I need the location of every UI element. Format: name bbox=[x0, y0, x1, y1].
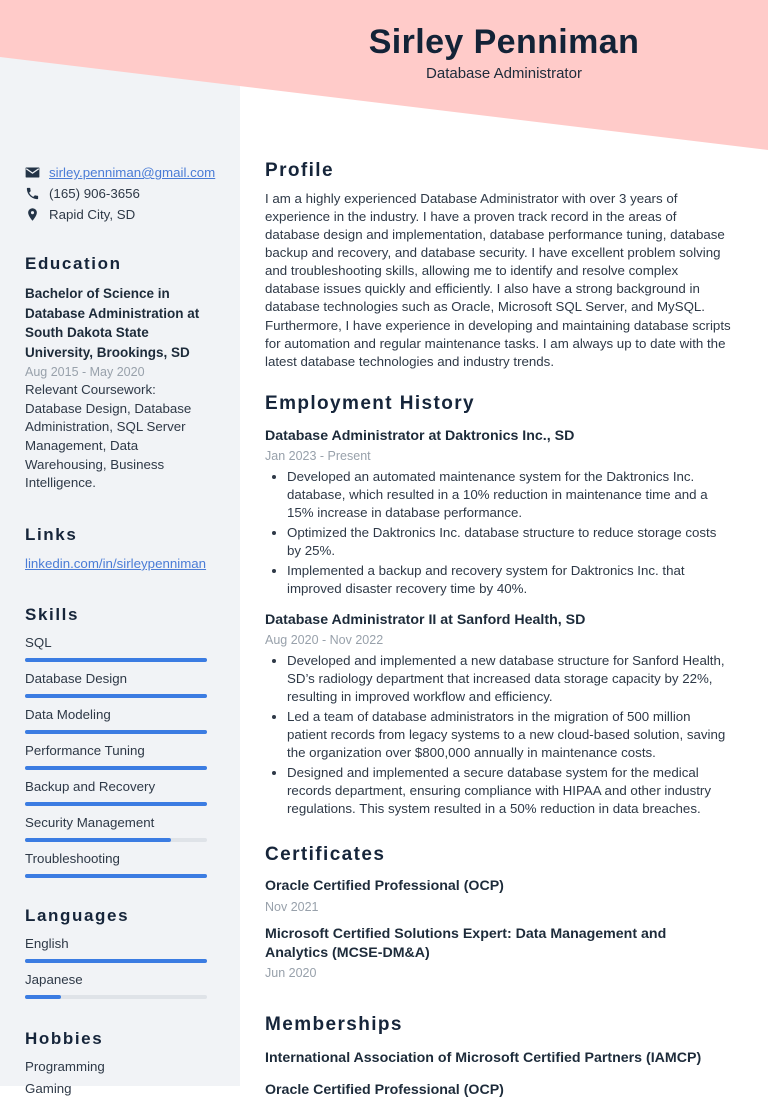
skill-item bbox=[25, 671, 207, 698]
skill-name: Security Management bbox=[25, 814, 155, 830]
contact-row-location bbox=[25, 207, 207, 222]
certificate-date: Nov 2021 bbox=[265, 899, 319, 914]
language-name: English bbox=[25, 935, 69, 951]
page-title-name: Sirley Penniman bbox=[368, 23, 640, 61]
skill-bar bbox=[25, 802, 207, 806]
job-bullet: • Developed and implemented a new database structure for Sanford Health, SD’s radiology department that increased data storage capacity by 22%, resulting in improved workflow and efficiency. bbox=[287, 652, 732, 706]
skill-bar bbox=[25, 658, 207, 662]
job-bullet: • Implemented a backup and recovery system for Daktronics Inc. that improved disaster recovery time by 40%. bbox=[287, 562, 732, 598]
profile-heading: Profile bbox=[265, 160, 334, 181]
language-bar bbox=[25, 995, 207, 999]
job-bullet: • Optimized the Daktronics Inc. database structure to reduce storage costs by 25%. bbox=[287, 524, 732, 560]
coursework-text: Relevant Coursework: Database Design, Database Administration, SQL Server Management, Data Warehousing, Business Intelligence. bbox=[25, 382, 192, 491]
sidebar bbox=[0, 0, 240, 1096]
skill-name: Data Modeling bbox=[25, 706, 111, 722]
job-bullet: • Designed and implemented a secure database system for the medical records department, ensuring compliance with HIPAA and other industry regulations. This system resulted in a 50% reduction in data breaches. bbox=[287, 764, 732, 818]
job-title: Database Administrator at Daktronics Inc., SD bbox=[265, 427, 575, 444]
skill-name: Troubleshooting bbox=[25, 850, 120, 866]
skill-item bbox=[25, 815, 207, 842]
phone-number: (165) 906-3656 bbox=[49, 186, 140, 201]
envelope-icon bbox=[25, 165, 40, 180]
language-bar bbox=[25, 959, 207, 963]
skill-item bbox=[25, 707, 207, 734]
skill-bar bbox=[25, 838, 207, 842]
memberships-heading: Memberships bbox=[265, 1013, 403, 1035]
hobby-item: Gaming bbox=[25, 1080, 72, 1096]
job-bullet: • Developed an automated maintenance system for the Daktronics Inc. database, which resulted in a 10% reduction in maintenance time and a 15% increase in database performance. bbox=[287, 468, 732, 522]
job-role-subtitle: Database Administrator bbox=[426, 65, 582, 83]
job-title: Database Administrator II at Sanford Health, SD bbox=[265, 611, 586, 628]
certificate-date: Jun 2020 bbox=[265, 965, 317, 980]
certificates-heading: Certificates bbox=[265, 844, 386, 866]
skill-bar bbox=[25, 766, 207, 770]
education-heading: Education bbox=[25, 254, 122, 273]
header bbox=[240, 24, 768, 82]
job-bullet-list bbox=[265, 468, 732, 599]
skill-bar bbox=[25, 874, 207, 878]
phone-icon bbox=[25, 186, 40, 201]
skill-item bbox=[25, 743, 207, 770]
skill-name: Performance Tuning bbox=[25, 742, 145, 758]
skill-name: Backup and Recovery bbox=[25, 778, 156, 794]
language-item bbox=[25, 936, 207, 963]
certificate-entry bbox=[265, 925, 732, 980]
job-dates: Jan 2023 - Present bbox=[265, 448, 371, 463]
linkedin-link[interactable]: linkedin.com/in/sirleypenniman bbox=[25, 555, 207, 571]
location-text: Rapid City, SD bbox=[49, 207, 136, 222]
job-bullet: • Led a team of database administrators in the migration of 500 million patient records from legacy systems to a new cloud-based solution, saving the organization over $800,000 annually in maintenance costs. bbox=[287, 708, 732, 762]
contact-row-email bbox=[25, 165, 216, 180]
email-link[interactable]: sirley.penniman@gmail.com bbox=[49, 165, 216, 180]
skill-item bbox=[25, 779, 207, 806]
skill-bar bbox=[25, 730, 207, 734]
job-entry bbox=[265, 611, 732, 819]
certificate-entry bbox=[265, 877, 732, 913]
language-item bbox=[25, 972, 207, 999]
main-content bbox=[240, 0, 768, 1100]
hobby-item: Programming bbox=[25, 1058, 105, 1074]
profile-text: I am a highly experienced Database Administrator with over 3 years of experience in the industry. I have a proven track record in the areas of database design and implementation, database performance tuning, database backup and recovery, and database security. I have excellent problem solving and troubleshooting skills, allowing me to identify and resolve complex database issues quickly and efficiently. I also have a strong background in database technologies such as Oracle, Microsoft SQL Server, and MySQL. Furthermore, I have experience in developing and maintaining database scripts for automation and regular maintenance tasks. I am always up to date with the latest database technologies and industry trends. bbox=[265, 191, 731, 369]
job-entry bbox=[265, 427, 732, 599]
contact-row-phone bbox=[25, 186, 207, 201]
employment-heading: Employment History bbox=[265, 392, 475, 414]
skill-name: SQL bbox=[25, 634, 52, 650]
links-heading: Links bbox=[25, 524, 78, 544]
job-bullet-list bbox=[265, 652, 732, 819]
location-pin-icon bbox=[25, 207, 40, 222]
certificate-title: Microsoft Certified Solutions Expert: Data Management and Analytics (MCSE-DM&A) bbox=[265, 925, 667, 961]
job-dates: Aug 2020 - Nov 2022 bbox=[265, 632, 384, 647]
education-dates: Aug 2015 - May 2020 bbox=[25, 365, 145, 380]
skills-heading: Skills bbox=[25, 604, 80, 624]
skill-item bbox=[25, 851, 207, 878]
skill-bar bbox=[25, 694, 207, 698]
membership-item: Oracle Certified Professional (OCP) bbox=[265, 1082, 504, 1099]
skill-item bbox=[25, 635, 207, 662]
membership-item: International Association of Microsoft Certified Partners (IAMCP) bbox=[265, 1049, 702, 1066]
certificate-title: Oracle Certified Professional (OCP) bbox=[265, 878, 504, 895]
hobbies-heading: Hobbies bbox=[25, 1028, 104, 1048]
skill-name: Database Design bbox=[25, 670, 128, 686]
languages-heading: Languages bbox=[25, 905, 130, 925]
language-name: Japanese bbox=[25, 971, 83, 987]
degree-text: Bachelor of Science in Database Administration at South Dakota State University, Brookings, SD bbox=[25, 286, 200, 360]
